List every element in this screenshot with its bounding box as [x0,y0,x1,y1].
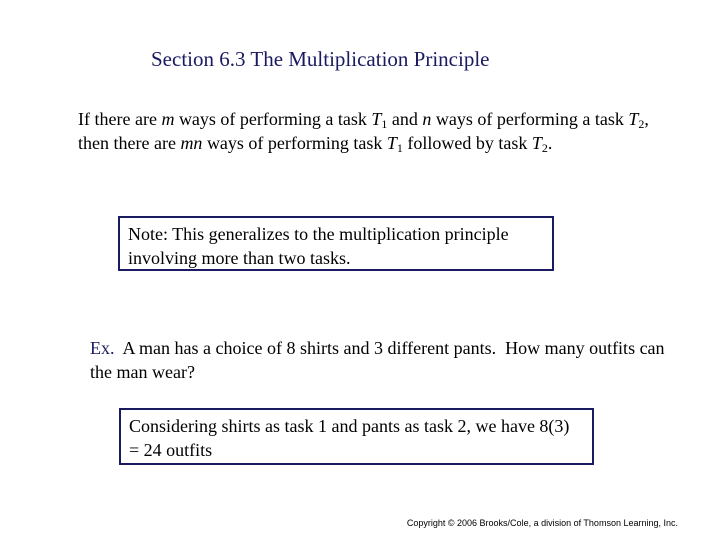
example-label: Ex. [90,338,115,358]
principle-text: ways of performing a task [431,109,629,129]
variable-t2: T [628,109,639,129]
subscript-1: 1 [396,141,403,155]
example-text: A man has a choice of 8 shirts and 3 different pants. How many outfits can the man wear? [90,338,670,382]
variable-n: n [422,109,432,129]
variable-m: m [161,109,175,129]
slide-title: Section 6.3 The Multiplication Principle [151,47,490,71]
variable-t1: T [371,109,382,129]
principle-text: ways of performing task [202,133,387,153]
note-box [118,216,554,271]
principle-text: and [387,109,423,129]
principle-text: followed by task [402,133,532,153]
answer-text: Considering shirts as task 1 and pants as task 2, we have 8(3) = 24 outfits [129,416,570,460]
example-problem [90,336,670,384]
principle-text: . [547,133,553,153]
note-text: Note: This generalizes to the multiplication principle involving more than two tasks. [128,224,509,268]
principle-text: ways of performing a task [174,109,372,129]
principle-text: If there are [78,109,162,129]
answer-box [119,408,594,465]
variable-t1: T [386,133,397,153]
multiplication-principle-statement [78,107,678,155]
subscript-2: 2 [541,141,548,155]
subscript-2: 2 [638,117,645,131]
copyright-notice: Copyright © 2006 Brooks/Cole, a division of Thomson Learning, Inc. [406,518,678,528]
principle-text: , then there are [78,109,649,153]
subscript-1: 1 [381,117,388,131]
variable-mn: mn [180,133,203,153]
variable-t2: T [531,133,542,153]
